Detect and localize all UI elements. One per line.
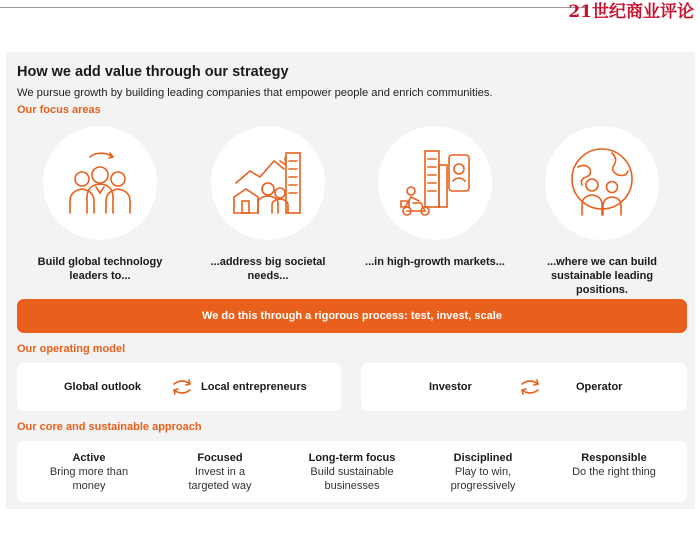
core-heading: Disciplined (453, 452, 513, 464)
core-description: Bring more than (49, 466, 129, 478)
core-description: money (72, 480, 106, 492)
focus-item-leading-positions (527, 126, 677, 297)
brand-logo: 21世纪商业评论 (568, 2, 694, 22)
core-description: Do the right thing (572, 466, 656, 478)
page-subtitle: We pursue growth by building leading companies that empower people and enrich communities. (17, 87, 493, 99)
core-heading: Active (72, 452, 106, 464)
core-item-focused (155, 451, 285, 493)
focus-item-global-leaders (25, 126, 175, 283)
focus-label: ...where we can build sustainable leading positions. (546, 256, 658, 296)
core-item-disciplined (418, 451, 548, 493)
operating-investor: Investor (429, 381, 472, 393)
focus-circle (211, 126, 325, 240)
section-core-approach: Our core and sustainable approach (17, 421, 202, 433)
focus-item-growth-markets (360, 126, 510, 269)
core-item-long-term-focus (287, 451, 417, 493)
focus-label: Build global technology leaders to... (37, 256, 163, 282)
core-description: progressively (450, 480, 516, 492)
operating-global-outlook: Global outlook (64, 381, 141, 393)
core-item-active (24, 451, 154, 493)
section-focus-areas: Our focus areas (17, 104, 101, 116)
globe-people-icon (562, 143, 642, 223)
operating-local-entrepreneurs: Local entrepreneurs (201, 381, 307, 393)
exchange-arrows-icon (519, 376, 541, 398)
focus-label: ...address big societal needs... (210, 256, 326, 282)
focus-circle (43, 126, 157, 240)
core-heading: Long-term focus (308, 452, 396, 464)
focus-circle (545, 126, 659, 240)
focus-item-societal-needs (193, 126, 343, 283)
core-description: businesses (324, 480, 380, 492)
core-description: Play to win, (454, 466, 512, 478)
operating-operator: Operator (576, 381, 623, 393)
page-title: How we add value through our strategy (17, 64, 289, 80)
process-banner: We do this through a rigorous process: test, invest, scale (17, 299, 687, 333)
team-people-icon (60, 143, 140, 223)
core-description: Build sustainable (310, 466, 394, 478)
exchange-arrows-icon (171, 376, 193, 398)
focus-label: ...in high-growth markets... (365, 256, 505, 268)
core-heading: Responsible (581, 452, 647, 464)
header-rule (0, 7, 585, 8)
core-heading: Focused (197, 452, 243, 464)
focus-circle (378, 126, 492, 240)
core-item-responsible (549, 451, 679, 479)
core-description: Invest in a (194, 466, 246, 478)
city-growth-icon (228, 143, 308, 223)
section-operating-model: Our operating model (17, 343, 126, 355)
delivery-phone-icon (395, 143, 475, 223)
core-description: targeted way (188, 480, 252, 492)
